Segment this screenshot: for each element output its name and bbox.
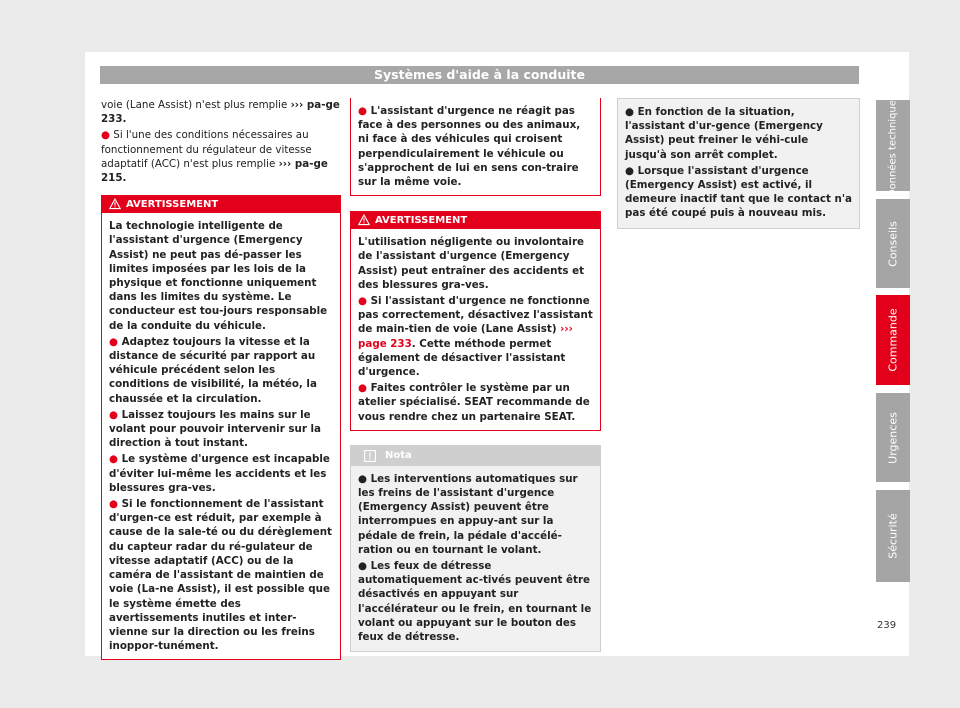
- bullet-icon: ●: [358, 295, 367, 308]
- page-reference-link[interactable]: ››› pa-ge 233.: [101, 99, 340, 126]
- note-body: [351, 466, 600, 651]
- list-item-text: Faites contrôler le système par un atelier spécialisé. SEAT recommande de vous rendre chez un partenaire SEAT.: [358, 382, 590, 423]
- sidebar-tab-donnees-techniques[interactable]: [876, 94, 910, 197]
- column-3: [617, 98, 860, 229]
- bullet-icon: ●: [358, 382, 367, 395]
- list-item-text: Laissez toujours les mains sur le volant pour pouvoir intervenir sur la direction à tout instant.: [109, 408, 321, 450]
- warning-continuation-box: [350, 98, 601, 196]
- bullet-icon: ●: [109, 453, 118, 466]
- warning-body: [351, 229, 600, 430]
- list-item-text: En fonction de la situation, l'assistant d'ur-gence (Emergency Assist) peut freiner le véhi-cule jusqu'à son arrêt complet.: [625, 106, 823, 161]
- note-continuation-box: [617, 98, 860, 229]
- page-header: Systèmes d'aide à la conduite: [100, 66, 859, 84]
- warning-body: [102, 213, 340, 659]
- paragraph-lane-assist: [101, 98, 341, 126]
- list-item: [109, 335, 333, 406]
- sidebar-tab-securite[interactable]: [876, 490, 910, 582]
- list-item: [358, 381, 593, 424]
- note-continuation-body: [618, 99, 859, 228]
- paragraph-text: voie (Lane Assist) n'est plus remplie: [101, 99, 291, 111]
- warning-triangle-icon: [358, 214, 370, 226]
- list-item-text: Si l'une des conditions nécessaires au fonctionnement du régulateur de vitesse adaptatif (ACC) n'est plus remplie: [101, 129, 312, 170]
- bullet-icon: ●: [358, 472, 367, 485]
- list-item-text: . Cette méthode permet également de désactiver l'assistant d'urgence.: [358, 337, 566, 379]
- list-item: [358, 104, 593, 189]
- sidebar-tab-label: Commande: [886, 308, 900, 372]
- bullet-icon: ●: [625, 164, 634, 177]
- list-item-text: Le système d'urgence est incapable d'éviter lui-même les accidents et les blessures gra-ves.: [109, 453, 330, 494]
- sidebar-tab-label: Urgences: [886, 411, 900, 464]
- list-item-text: Les feux de détresse automatiquement ac-tivés peuvent être désactivés en appuyant sur l'accélérateur ou le frein, en tournant le volant ou appuyant sur le bouton des feux de détresse.: [358, 560, 592, 644]
- sidebar-tab-label: Conseils: [886, 220, 900, 267]
- bullet-icon: ●: [358, 560, 367, 573]
- bullet-icon: ●: [109, 408, 118, 421]
- column-1: [101, 98, 341, 660]
- note-box: [350, 445, 601, 652]
- list-item: [109, 408, 333, 451]
- list-item-text: Adaptez toujours la vitesse et la distance de sécurité par rapport au véhicule précédent selon les conditions de visibilité, la météo, la chaussée et la circulation.: [109, 335, 317, 405]
- warning-intro: L'utilisation négligente ou involontaire de l'assistant d'urgence (Emergency Assist) peut entraîner des accidents et des blessures gra-ves.: [358, 236, 585, 291]
- list-item: [358, 559, 593, 644]
- warning-triangle-icon: [109, 198, 121, 210]
- list-item: [625, 164, 852, 221]
- list-item-text: Si le fonctionnement de l'assistant d'urgen-ce est réduit, par exemple à cause de la sale-té ou du dérèglement du capteur radar du ré-gulateur de vitesse adaptatif (ACC) ou de la caméra de l'assistant de maintien de voie (La-ne Assist), il est possible que le système émette des avertissements inutiles et inter-vienne sur la direction ou les freins inoppor-tunément.: [109, 498, 332, 653]
- sidebar-tab-label: Données techniques: [887, 94, 899, 197]
- list-item: [358, 472, 593, 557]
- warning-intro: La technologie intelligente de l'assistant d'urgence (Emergency Assist) ne peut pas dé-passer les limites imposées par les lois de la physique et fonctionne uniquement dans les limites du système. Le conducteur est tou-jours responsable de la conduite du véhicule.: [109, 220, 328, 332]
- list-item: [109, 452, 333, 495]
- page-reference-link[interactable]: ››› pa-ge 215.: [101, 157, 328, 185]
- bullet-icon: ●: [109, 335, 118, 348]
- warning-header: [351, 212, 600, 229]
- page-reference-link[interactable]: ››› page 233: [358, 323, 573, 350]
- list-item: [101, 128, 341, 185]
- warning-title: AVERTISSEMENT: [375, 215, 468, 227]
- note-title: Nota: [385, 449, 412, 461]
- page-number: 239: [877, 620, 897, 631]
- list-item-text: Si l'assistant d'urgence ne fonctionne pas correctement, désactivez l'assistant de main-tien de voie (Lane Assist): [358, 295, 593, 336]
- list-item: [358, 294, 593, 379]
- sidebar-tab-label: Sécurité: [886, 513, 900, 559]
- bullet-icon: ●: [625, 106, 634, 118]
- note-icon: [364, 450, 376, 462]
- list-item-text: L'assistant d'urgence ne réagit pas face à des personnes ou des animaux, ni face à des véhicules qui croisent perpendiculairement le véhicule ou s'approchent de lui en sens con-traire sur la même voie.: [358, 105, 581, 189]
- warning-header: [102, 196, 340, 213]
- warning-box: [101, 195, 341, 660]
- sidebar-tab-commande[interactable]: [876, 295, 910, 385]
- warning-box: [350, 211, 601, 431]
- list-item-text: Lorsque l'assistant d'urgence (Emergency Assist) est activé, il demeure inactif tant que le contact n'a pas été coupé puis à nouveau mis.: [625, 164, 852, 220]
- column-2: [350, 98, 601, 652]
- note-header: [351, 446, 600, 466]
- list-item: [625, 105, 852, 162]
- warning-title: AVERTISSEMENT: [126, 199, 219, 211]
- sidebar-tab-urgences[interactable]: [876, 393, 910, 482]
- list-item: [109, 497, 333, 653]
- bullet-icon: ●: [101, 129, 110, 142]
- sidebar-tab-conseils[interactable]: [876, 199, 910, 288]
- bullet-icon: ●: [109, 498, 118, 511]
- warning-continuation-body: [351, 98, 600, 195]
- bullet-icon: ●: [358, 105, 367, 117]
- list-item-text: Les interventions automatiques sur les freins de l'assistant d'urgence (Emergency Assist) peuvent être interrompues en appuy-ant sur la pédale de frein, la pédale d'accélé-ration ou en tournant le volant.: [358, 472, 578, 556]
